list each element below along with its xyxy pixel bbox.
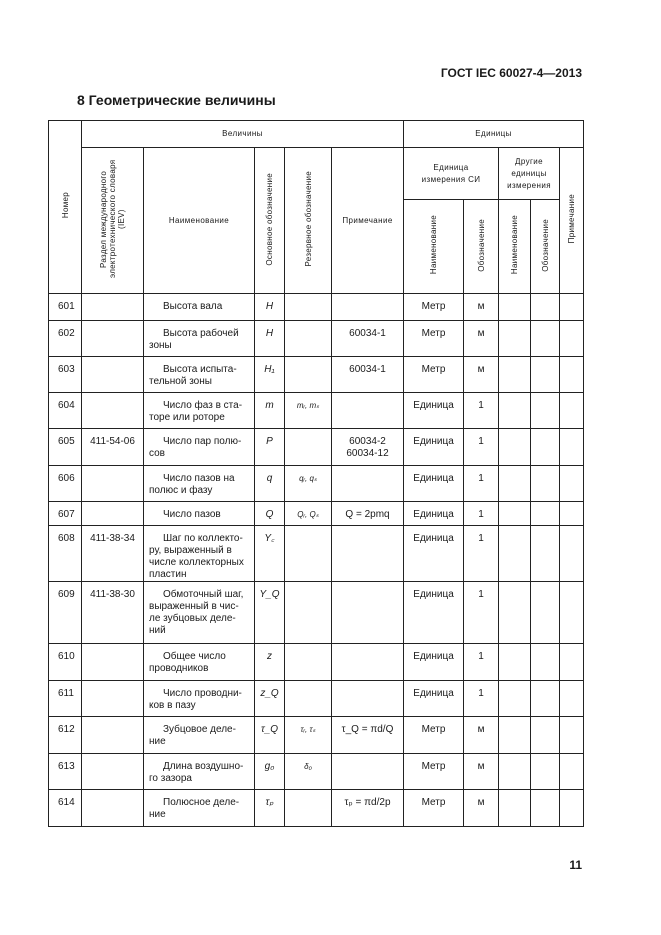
row-unit-name: Метр: [404, 321, 464, 357]
row-iev-section: [82, 644, 144, 681]
row-unit-name: Единица: [404, 502, 464, 526]
table-row: [49, 429, 584, 466]
row-other-name: [499, 429, 531, 466]
row-number: 606: [49, 466, 82, 502]
standard-designation: ГОСТ IEC 60027-4—2013: [440, 66, 582, 80]
row-unit-note: [560, 790, 584, 827]
row-other-name: [499, 717, 531, 754]
row-iev-section: [82, 321, 144, 357]
row-reserve-symbol: [285, 790, 332, 827]
header-name: Наименование: [144, 148, 255, 294]
row-name: Число пазов: [144, 502, 255, 526]
row-unit-symbol: 1: [464, 582, 499, 644]
row-other-symbol: [531, 754, 560, 790]
row-number: 607: [49, 502, 82, 526]
row-name: Обмоточный шаг, выраженный в чис-ле зубцовых деле-ний: [144, 582, 255, 644]
row-unit-symbol: м: [464, 321, 499, 357]
row-number: 614: [49, 790, 82, 827]
table-row: [49, 644, 584, 681]
row-reserve-symbol: [285, 681, 332, 717]
row-other-symbol: [531, 644, 560, 681]
row-iev-section: [82, 502, 144, 526]
row-reserve-symbol: [285, 294, 332, 321]
header-unit-name: Наименование: [404, 200, 464, 294]
row-iev-section: 411-54-06: [82, 429, 144, 466]
row-other-name: [499, 526, 531, 582]
row-note: [332, 644, 404, 681]
header-si-unit: Единица измерения СИ: [404, 148, 499, 200]
row-note: τ_Q = πd/Q: [332, 717, 404, 754]
row-unit-note: [560, 502, 584, 526]
row-name: Число пар полю-сов: [144, 429, 255, 466]
row-unit-name: Метр: [404, 790, 464, 827]
row-name: Полюсное деле-ние: [144, 790, 255, 827]
row-unit-name: Метр: [404, 357, 464, 393]
row-other-name: [499, 294, 531, 321]
row-reserve-symbol: [285, 526, 332, 582]
header-iev-section: Раздел международного электротехнического словаря (IEV): [82, 148, 144, 294]
row-other-name: [499, 644, 531, 681]
row-other-symbol: [531, 466, 560, 502]
table-row: [49, 294, 584, 321]
header-other-name: Наименование: [499, 200, 531, 294]
row-note: [332, 466, 404, 502]
row-reserve-symbol: [285, 321, 332, 357]
row-unit-symbol: м: [464, 754, 499, 790]
table-row: [49, 321, 584, 357]
row-main-symbol: z: [255, 644, 285, 681]
row-reserve-symbol: mᵣ, mₛ: [285, 393, 332, 429]
row-main-symbol: q: [255, 466, 285, 502]
row-unit-name: Единица: [404, 526, 464, 582]
row-unit-name: Метр: [404, 717, 464, 754]
row-main-symbol: m: [255, 393, 285, 429]
row-number: 604: [49, 393, 82, 429]
row-name: Высота рабочей зоны: [144, 321, 255, 357]
row-note: [332, 526, 404, 582]
row-other-name: [499, 321, 531, 357]
table-row: [49, 393, 584, 429]
row-iev-section: [82, 357, 144, 393]
row-iev-section: 411-38-34: [82, 526, 144, 582]
row-main-symbol: z_Q: [255, 681, 285, 717]
row-unit-name: Метр: [404, 294, 464, 321]
row-unit-note: [560, 321, 584, 357]
table-row: [49, 790, 584, 827]
row-number: 608: [49, 526, 82, 582]
row-other-symbol: [531, 717, 560, 754]
row-other-symbol: [531, 357, 560, 393]
row-number: 609: [49, 582, 82, 644]
row-number: 602: [49, 321, 82, 357]
row-name: Число проводни-ков в пазу: [144, 681, 255, 717]
row-name: Число пазов на полюс и фазу: [144, 466, 255, 502]
page-number: 11: [569, 858, 582, 872]
row-iev-section: [82, 681, 144, 717]
row-reserve-symbol: [285, 357, 332, 393]
row-unit-symbol: 1: [464, 466, 499, 502]
row-iev-section: [82, 393, 144, 429]
row-other-symbol: [531, 502, 560, 526]
row-unit-note: [560, 294, 584, 321]
header-number: Номер: [49, 121, 82, 294]
row-reserve-symbol: qᵣ, qₛ: [285, 466, 332, 502]
row-main-symbol: τₚ: [255, 790, 285, 827]
table-row: [49, 681, 584, 717]
row-unit-name: Метр: [404, 754, 464, 790]
row-number: 611: [49, 681, 82, 717]
row-number: 605: [49, 429, 82, 466]
row-main-symbol: Y꜀: [255, 526, 285, 582]
row-unit-note: [560, 526, 584, 582]
row-note: [332, 393, 404, 429]
row-other-name: [499, 357, 531, 393]
header-units-group: Единицы: [404, 121, 584, 148]
row-note: 60034-1: [332, 321, 404, 357]
row-unit-symbol: 1: [464, 429, 499, 466]
row-reserve-symbol: [285, 644, 332, 681]
row-unit-symbol: 1: [464, 526, 499, 582]
row-name: Зубцовое деле-ние: [144, 717, 255, 754]
row-unit-name: Единица: [404, 393, 464, 429]
row-unit-note: [560, 357, 584, 393]
row-main-symbol: H: [255, 321, 285, 357]
row-reserve-symbol: τᵣ, τₛ: [285, 717, 332, 754]
row-unit-name: Единица: [404, 429, 464, 466]
table-row: [49, 526, 584, 582]
row-unit-name: Единица: [404, 466, 464, 502]
header-quantities-group: Величины: [82, 121, 404, 148]
row-unit-symbol: м: [464, 357, 499, 393]
row-unit-name: Единица: [404, 582, 464, 644]
header-main-symbol: Основное обозначение: [255, 148, 285, 294]
row-other-symbol: [531, 790, 560, 827]
row-main-symbol: H₁: [255, 357, 285, 393]
row-other-symbol: [531, 429, 560, 466]
row-unit-note: [560, 582, 584, 644]
row-other-name: [499, 681, 531, 717]
row-name: Высота испыта-тельной зоны: [144, 357, 255, 393]
row-note: τₚ = πd/2p: [332, 790, 404, 827]
section-title: 8 Геометрические величины: [77, 92, 276, 108]
row-main-symbol: g₀: [255, 754, 285, 790]
row-note: 60034-2 60034-12: [332, 429, 404, 466]
row-main-symbol: τ_Q: [255, 717, 285, 754]
row-unit-symbol: м: [464, 717, 499, 754]
row-number: 613: [49, 754, 82, 790]
row-unit-symbol: м: [464, 294, 499, 321]
row-other-symbol: [531, 526, 560, 582]
row-unit-symbol: 1: [464, 644, 499, 681]
row-other-name: [499, 790, 531, 827]
row-unit-name: Единица: [404, 644, 464, 681]
row-iev-section: [82, 294, 144, 321]
row-unit-note: [560, 466, 584, 502]
geometric-quantities-table: [48, 120, 584, 827]
row-unit-symbol: м: [464, 790, 499, 827]
row-other-symbol: [531, 393, 560, 429]
row-iev-section: 411-38-30: [82, 582, 144, 644]
header-unit-note: Примечание: [560, 148, 584, 294]
row-unit-symbol: 1: [464, 502, 499, 526]
row-reserve-symbol: [285, 429, 332, 466]
table-row: [49, 357, 584, 393]
row-other-name: [499, 754, 531, 790]
row-other-symbol: [531, 582, 560, 644]
row-main-symbol: P: [255, 429, 285, 466]
row-other-name: [499, 393, 531, 429]
row-name: Шаг по коллекто-ру, выраженный в числе коллекторных пластин: [144, 526, 255, 582]
row-unit-note: [560, 429, 584, 466]
row-iev-section: [82, 466, 144, 502]
row-iev-section: [82, 790, 144, 827]
table-row: [49, 466, 584, 502]
header-other-units: Другие единицы измерения: [499, 148, 560, 200]
header-other-symbol: Обозначение: [531, 200, 560, 294]
row-other-name: [499, 502, 531, 526]
row-other-symbol: [531, 681, 560, 717]
row-reserve-symbol: δ₀: [285, 754, 332, 790]
row-note: Q = 2pmq: [332, 502, 404, 526]
table-row: [49, 582, 584, 644]
row-unit-note: [560, 681, 584, 717]
row-iev-section: [82, 754, 144, 790]
row-unit-symbol: 1: [464, 393, 499, 429]
row-note: [332, 294, 404, 321]
table-row: [49, 502, 584, 526]
row-note: [332, 681, 404, 717]
row-note: [332, 754, 404, 790]
row-unit-note: [560, 717, 584, 754]
header-reserve-symbol: Резервное обозначение: [285, 148, 332, 294]
row-unit-note: [560, 393, 584, 429]
row-number: 612: [49, 717, 82, 754]
row-unit-symbol: 1: [464, 681, 499, 717]
row-reserve-symbol: [285, 582, 332, 644]
row-number: 601: [49, 294, 82, 321]
row-name: Длина воздушно-го зазора: [144, 754, 255, 790]
row-name: Число фаз в ста-торе или роторе: [144, 393, 255, 429]
row-name: Общее число проводников: [144, 644, 255, 681]
table-row: [49, 754, 584, 790]
row-unit-note: [560, 754, 584, 790]
row-other-name: [499, 466, 531, 502]
header-unit-symbol: Обозначение: [464, 200, 499, 294]
header-note: Примечание: [332, 148, 404, 294]
row-reserve-symbol: Qᵣ, Qₛ: [285, 502, 332, 526]
row-main-symbol: Q: [255, 502, 285, 526]
row-main-symbol: Y_Q: [255, 582, 285, 644]
row-other-symbol: [531, 321, 560, 357]
row-number: 610: [49, 644, 82, 681]
row-other-symbol: [531, 294, 560, 321]
row-iev-section: [82, 717, 144, 754]
row-unit-name: Единица: [404, 681, 464, 717]
row-note: [332, 582, 404, 644]
row-note: 60034-1: [332, 357, 404, 393]
row-other-name: [499, 582, 531, 644]
row-number: 603: [49, 357, 82, 393]
row-unit-note: [560, 644, 584, 681]
row-name: Высота вала: [144, 294, 255, 321]
table-row: [49, 717, 584, 754]
row-main-symbol: H: [255, 294, 285, 321]
